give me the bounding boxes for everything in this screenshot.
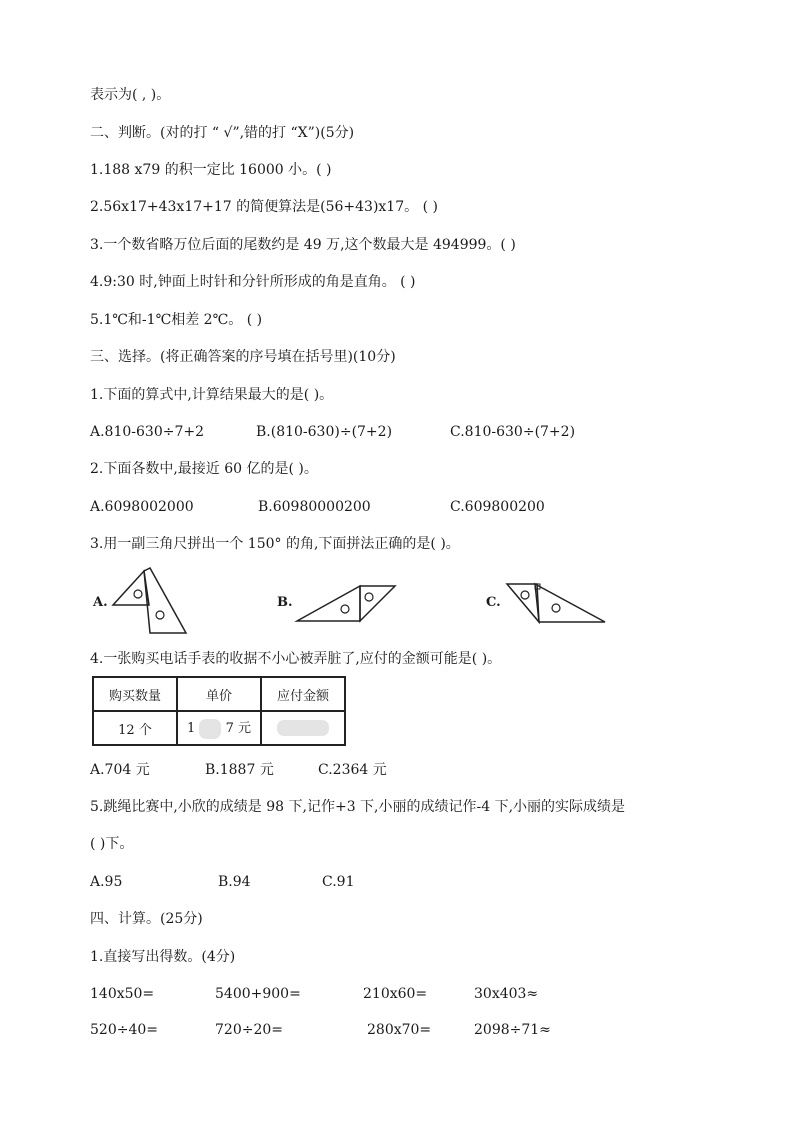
receipt-unit-price-cell — [177, 711, 261, 745]
calc-question-1: 1.直接写出得数。(4分) — [90, 949, 236, 965]
receipt-table — [92, 676, 346, 746]
choice-1-option-b: B.(810-630)÷(7+2) — [256, 424, 393, 440]
figure-b-label: B. — [277, 595, 293, 610]
calc-item: 280x70= — [367, 1022, 432, 1038]
judge-question-2: 2.56x17+43x17+17 的简便算法是(56+43)x17。 ( ) — [90, 199, 438, 215]
figure-a-label: A. — [93, 595, 108, 610]
calc-item: 520÷40= — [90, 1022, 158, 1038]
section-4-heading: 四、计算。(25分) — [90, 911, 203, 927]
choice-1-option-a: A.810-630÷7+2 — [90, 424, 205, 440]
choice-1-option-c: C.810-630÷(7+2) — [450, 424, 576, 440]
judge-question-1: 1.188 x79 的积一定比 16000 小。( ) — [90, 162, 332, 178]
choice-question-5-continued: ( )下。 — [90, 836, 134, 852]
judge-question-5: 5.1℃和-1℃相差 2℃。 ( ) — [90, 312, 263, 328]
section-3-heading: 三、选择。(将正确答案的序号填在括号里)(10分) — [90, 349, 396, 365]
judge-question-4: 4.9:30 时,钟面上时针和分针所形成的角是直角。 ( ) — [90, 274, 416, 290]
calc-item: 5400+900= — [215, 986, 301, 1002]
calc-item: 140x50= — [90, 986, 155, 1002]
calc-item: 720÷20= — [215, 1022, 283, 1038]
section-2-heading: 二、判断。(对的打 “ √”,错的打 “X”)(5分) — [90, 125, 355, 141]
receipt-header-unit-price: 单价 — [177, 677, 261, 711]
receipt-header-quantity: 购买数量 — [93, 677, 177, 711]
choice-5-option-b: B.94 — [218, 874, 251, 890]
choice-question-1: 1.下面的算式中,计算结果最大的是( )。 — [90, 387, 334, 403]
figure-c-set-squares — [505, 582, 607, 624]
price-suffix: 7 元 — [225, 721, 251, 737]
calc-item: 2098÷71≈ — [474, 1022, 551, 1038]
figure-a-set-squares — [110, 565, 190, 637]
choice-5-option-c: C.91 — [322, 874, 355, 890]
choice-question-2: 2.下面各数中,最接近 60 亿的是( )。 — [90, 461, 318, 477]
choice-4-option-b: B.1887 元 — [205, 762, 274, 778]
choice-2-option-c: C.609800200 — [450, 499, 545, 515]
receipt-quantity-cell: 12 个 — [93, 711, 177, 745]
carryover-answer-line: 表示为( , )。 — [90, 87, 171, 103]
choice-2-option-a: A.6098002000 — [90, 499, 194, 515]
choice-question-3: 3.用一副三角尺拼出一个 150° 的角,下面拼法正确的是( )。 — [90, 536, 460, 552]
receipt-data-row — [93, 711, 345, 745]
calc-item: 30x403≈ — [474, 986, 539, 1002]
smudge-mark — [277, 720, 329, 736]
price-prefix: 1 — [187, 721, 196, 737]
calc-item: 210x60= — [363, 986, 428, 1002]
choice-4-option-a: A.704 元 — [90, 762, 150, 778]
figure-c-label: C. — [486, 595, 501, 610]
receipt-header-amount-due: 应付金额 — [261, 677, 345, 711]
figure-b-set-squares — [295, 583, 400, 623]
choice-5-option-a: A.95 — [90, 874, 123, 890]
receipt-amount-cell — [261, 711, 345, 745]
judge-question-3: 3.一个数省略万位后面的尾数约是 49 万,这个数最大是 494999。( ) — [90, 237, 516, 253]
receipt-header-row — [93, 677, 345, 711]
choice-2-option-b: B.60980000200 — [258, 499, 371, 515]
choice-question-4: 4.一张购买电话手表的收据不小心被弄脏了,应付的金额可能是( )。 — [90, 651, 502, 667]
smudge-mark — [199, 719, 221, 739]
choice-question-5: 5.跳绳比赛中,小欣的成绩是 98 下,记作+3 下,小丽的成绩记作-4 下,小丽的实际成绩是 — [90, 799, 626, 815]
choice-4-option-c: C.2364 元 — [318, 762, 387, 778]
